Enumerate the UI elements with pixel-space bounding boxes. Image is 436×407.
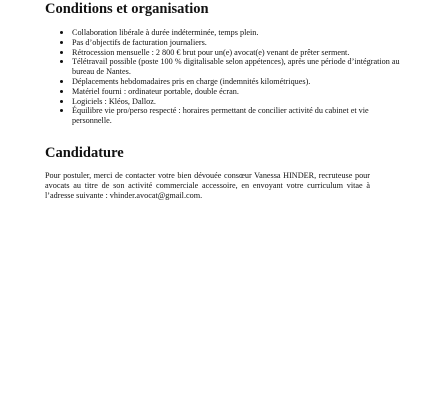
bullet-icon [60, 41, 63, 44]
list-item-text: Déplacements hebdomadaires pris en charge (indemnités kilométriques). [72, 76, 311, 86]
bullet-icon [60, 60, 63, 63]
bullet-icon [60, 80, 63, 83]
list-item-text: Pas d’objectifs de facturation journaliers. [72, 37, 207, 47]
list-item-text: Matériel fourni : ordinateur portable, double écran. [72, 86, 239, 96]
list-item [72, 28, 402, 38]
list-item-text: Rétrocession mensuelle : 2 800 € brut pour un(e) avocat(e) venant de prêter serment. [72, 47, 350, 57]
bullet-icon [60, 109, 63, 112]
list-item [72, 57, 402, 77]
bullet-icon [60, 90, 63, 93]
list-item-text: Télétravail possible (poste 100 % digitalisable selon appétences), après une période d’intégration au bureau de Nantes. [72, 57, 400, 77]
list-item-text: Collaboration libérale à durée indéterminée, temps plein. [72, 28, 259, 37]
list-item [72, 48, 402, 58]
list-item [72, 38, 402, 48]
candidature-paragraph: Pour postuler, merci de contacter votre bien dévouée consœur Vanessa HINDER, recruteuse pour avocats au titre de son activité commerciale accessoire, en envoyant votre curriculum vitae à l’adresse suivante : vhinder.avocat@gmail.com. [45, 171, 370, 200]
section-title-candidature: Candidature [45, 145, 124, 161]
list-item [72, 77, 402, 87]
bullet-icon [60, 100, 63, 103]
list-item-text: Équilibre vie pro/perso respecté : horaires permettant de concilier activité du cabinet et vie personnelle. [72, 106, 369, 126]
bullet-icon [60, 51, 63, 54]
list-item [72, 87, 402, 97]
list-item-text: Logiciels : Kléos, Dalloz. [72, 96, 156, 106]
conditions-list [45, 28, 402, 126]
list-item [72, 97, 402, 107]
section-title-conditions: Conditions et organisation [45, 1, 209, 17]
bullet-icon [60, 31, 63, 34]
list-item [72, 106, 402, 126]
